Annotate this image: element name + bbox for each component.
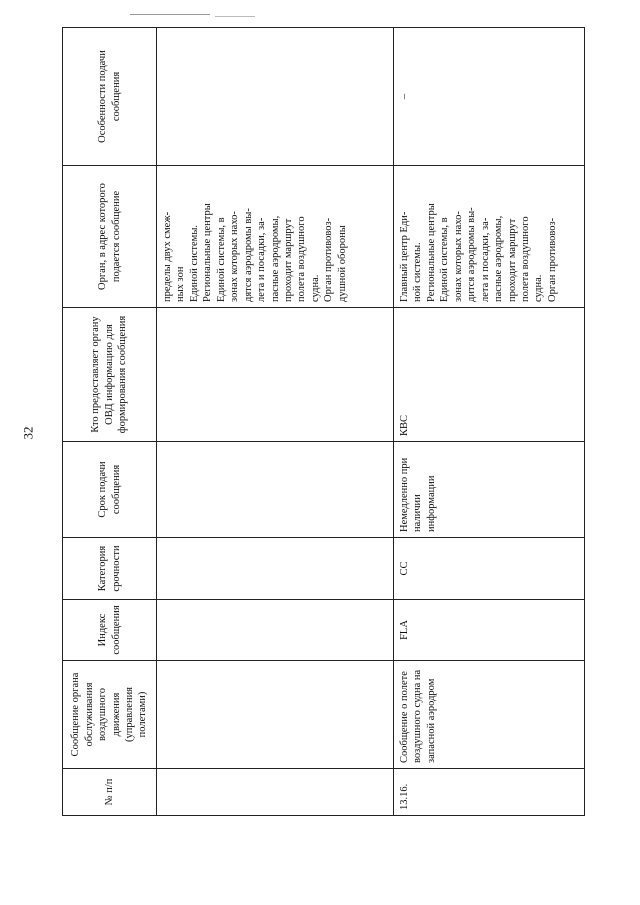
table-header-row — [63, 28, 157, 816]
header-recipient: Орган, в адрес которого подается сообщение — [63, 166, 157, 308]
recipient-line: ных зон — [175, 266, 187, 302]
recipient-line: Орган противовоз- — [323, 217, 335, 302]
recipient-line: пасные аэродромы, — [269, 215, 281, 302]
header-features: Особенности подачи сообщения — [63, 28, 157, 166]
recipient-line: Единой системы, в — [215, 217, 227, 302]
cell-empty — [157, 28, 394, 166]
cell-empty — [157, 308, 394, 442]
recipient-line: судна. — [533, 274, 545, 302]
cell-recipient — [157, 166, 394, 308]
recipient-line: Орган противовоз- — [546, 217, 558, 302]
header-index: Индекс сообщения — [63, 600, 157, 661]
cell-category: СС — [394, 538, 585, 600]
cell-empty — [157, 769, 394, 816]
cell-features: – — [394, 28, 585, 166]
cell-message: Сообщение о полете воздушного судна на запасной аэродром — [394, 661, 585, 769]
header-term: Срок подачи сообщения — [63, 442, 157, 538]
header-category: Категория срочности — [63, 538, 157, 600]
recipient-line: Единой системы, в — [439, 217, 451, 302]
cell-empty — [157, 538, 394, 600]
page-number: 32 — [20, 426, 36, 440]
scan-artifact-line — [130, 14, 210, 15]
cell-empty — [157, 442, 394, 538]
recipient-line: Единой системы. — [188, 224, 200, 302]
message-table — [62, 27, 585, 816]
recipient-line: проходит маршрут — [282, 218, 294, 302]
recipient-line: лета и посадки, за- — [256, 217, 268, 302]
table-row — [394, 28, 585, 816]
recipient-line: Региональные центры — [202, 203, 214, 302]
recipient-line: полета воздушного — [296, 216, 308, 302]
recipient-line: полета воздушного — [519, 216, 531, 302]
header-provider: Кто предоставляет органу ОВД информацию для формирования сообщения — [63, 308, 157, 442]
rotated-table-sheet — [62, 28, 584, 816]
cell-index: FLA — [394, 600, 585, 661]
recipient-line: пределы двух смеж- — [162, 211, 173, 302]
recipient-line: зонах которых нахо- — [452, 211, 464, 302]
recipient-line: Главный центр Еди- — [399, 211, 410, 302]
cell-provider: КВС — [394, 308, 585, 442]
recipient-line: проходит маршрут — [506, 218, 518, 302]
cell-empty — [157, 600, 394, 661]
recipient-line: дятся аэродромы вы- — [242, 208, 254, 302]
header-num: № п/п — [63, 769, 157, 816]
cell-recipient — [394, 166, 585, 308]
recipient-line: ной системы. — [412, 242, 424, 302]
cell-num: 13.16. — [394, 769, 585, 816]
header-message: Сообщение органа обслуживания воздушного движения (управления полетами) — [63, 661, 157, 769]
table-row — [157, 28, 394, 816]
recipient-line: лета и посадки, за- — [479, 217, 491, 302]
recipient-line: судна. — [309, 274, 321, 302]
recipient-line: зонах которых нахо- — [229, 211, 241, 302]
recipient-line: пасные аэродромы, — [493, 215, 505, 302]
scan-artifact-line — [215, 16, 255, 17]
recipient-line: Региональные центры — [425, 203, 437, 302]
recipient-line: душной обороны — [336, 225, 348, 302]
recipient-line: дится аэродромы вы- — [466, 207, 478, 302]
cell-empty — [157, 661, 394, 769]
cell-term: Немедленно при наличии информации — [394, 442, 585, 538]
